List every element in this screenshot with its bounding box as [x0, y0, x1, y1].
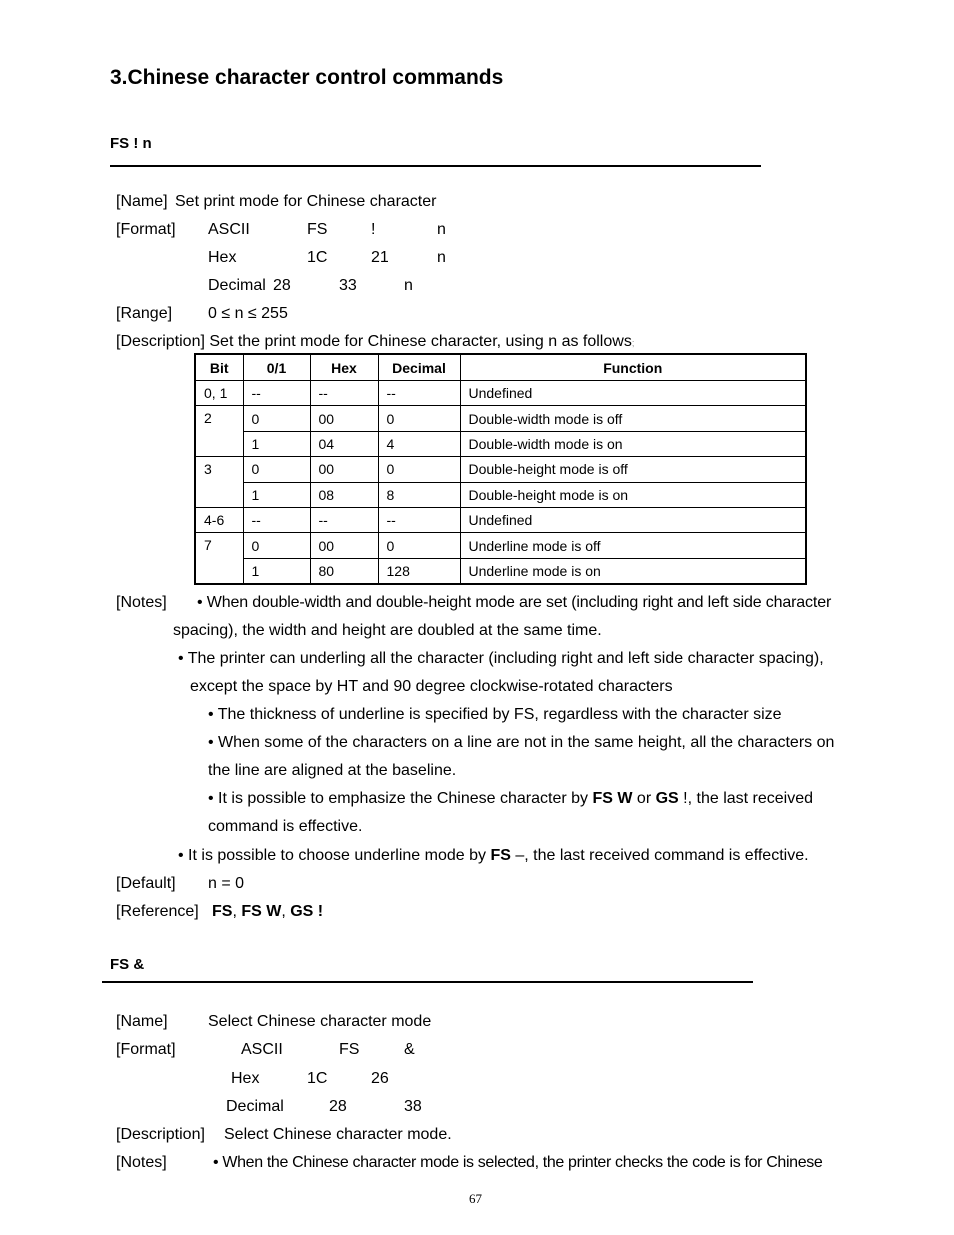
- table-row: [195, 533, 806, 558]
- table-row: [195, 457, 806, 482]
- name-label: [Name]: [116, 193, 168, 210]
- description-tail: ;: [631, 338, 635, 348]
- format-cell: n: [437, 221, 446, 238]
- description-value: Select Chinese character mode.: [224, 1126, 452, 1143]
- table-cell: 4-6: [195, 507, 243, 532]
- format-cell: 1C: [307, 1070, 328, 1087]
- format-cell: !: [371, 221, 376, 238]
- format-cell: ASCII: [241, 1041, 283, 1058]
- note-item: the line are aligned at the baseline.: [208, 762, 457, 779]
- note-item: command is effective.: [208, 818, 363, 835]
- table-row: [195, 482, 806, 507]
- name-label: [Name]: [116, 1013, 168, 1030]
- format-cell: 33: [339, 277, 357, 294]
- table-cell: 0: [378, 533, 460, 558]
- format-cell: FS: [339, 1041, 360, 1058]
- table-cell: 0: [243, 533, 310, 558]
- note-item: • It is possible to emphasize the Chinese character by FS W or GS !, the last received: [208, 790, 814, 807]
- table-cell: 00: [310, 406, 378, 431]
- table-cell: 0, 1: [195, 381, 243, 406]
- note-item: • When the Chinese character mode is selected, the printer checks the code is for Chinese: [213, 1154, 823, 1171]
- table-cell: 0: [378, 406, 460, 431]
- reference-value: FS, FS W, GS !: [212, 903, 324, 920]
- format-cell: ASCII: [208, 221, 250, 238]
- name-value: Select Chinese character mode: [208, 1013, 432, 1030]
- description-text: [Description] Set the print mode for Chinese character, using n as follows;: [116, 333, 635, 350]
- section-heading-fs-n: FS ! n: [110, 135, 152, 152]
- format-cell: 1C: [307, 249, 328, 266]
- format-cell: &: [404, 1041, 415, 1058]
- table-cell: Undefined: [460, 507, 806, 532]
- note-item: • When double-width and double-height mode are set (including right and left side character: [197, 594, 832, 611]
- section-divider: [102, 981, 753, 983]
- table-cell: 08: [310, 482, 378, 507]
- reference-label: [Reference]: [116, 903, 199, 920]
- table-row: [195, 507, 806, 532]
- table-cell: 1: [243, 482, 310, 507]
- note-item: • The thickness of underline is specified by FS, regardless with the character size: [208, 706, 782, 723]
- table-header: Bit: [195, 354, 243, 381]
- table-header: 0/1: [243, 354, 310, 381]
- table-cell: 80: [310, 558, 378, 584]
- page-number: 67: [469, 1191, 482, 1206]
- format-cell: n: [404, 277, 413, 294]
- page-title: 3.Chinese character control commands: [110, 66, 504, 89]
- format-cell: 28: [329, 1098, 347, 1115]
- note-item: • It is possible to choose underline mode by FS –, the last received command is effective.: [178, 847, 809, 864]
- table-cell: Underline mode is on: [460, 558, 806, 584]
- table-cell: 4: [378, 431, 460, 456]
- range-label: [Range]: [116, 305, 173, 322]
- table-row: [195, 431, 806, 456]
- table-cell: 1: [243, 431, 310, 456]
- table-cell: --: [378, 507, 460, 532]
- table-row: [195, 558, 806, 584]
- note-item: • When some of the characters on a line are not in the same height, all the characters on: [208, 734, 835, 751]
- note-item: spacing), the width and height are doubled at the same time.: [173, 622, 602, 639]
- notes-label: [Notes]: [116, 594, 167, 611]
- description-label: [Description]: [116, 1126, 205, 1143]
- default-value: n = 0: [208, 875, 245, 892]
- default-label: [Default]: [116, 875, 176, 892]
- table-cell: 7: [195, 533, 243, 584]
- table-header: Function: [460, 354, 806, 381]
- format-cell: 28: [273, 277, 291, 294]
- format-cell: 26: [371, 1070, 389, 1087]
- table-cell: 8: [378, 482, 460, 507]
- section-divider: [110, 165, 761, 167]
- note-item: except the space by HT and 90 degree clockwise-rotated characters: [190, 678, 673, 695]
- table-row: [195, 381, 806, 406]
- table-cell: Double-height mode is off: [460, 457, 806, 482]
- table-cell: --: [378, 381, 460, 406]
- table-cell: 04: [310, 431, 378, 456]
- format-cell: Decimal: [226, 1098, 284, 1115]
- notes-label: [Notes]: [116, 1154, 167, 1171]
- range-value: 0 ≤ n ≤ 255: [208, 305, 288, 322]
- table-cell: 1: [243, 558, 310, 584]
- format-cell: Hex: [231, 1070, 260, 1087]
- table-row: [195, 406, 806, 431]
- table-cell: 00: [310, 457, 378, 482]
- table-cell: Double-width mode is on: [460, 431, 806, 456]
- table-header: Hex: [310, 354, 378, 381]
- format-cell: FS: [307, 221, 328, 238]
- format-label: [Format]: [116, 1041, 176, 1058]
- table-cell: --: [243, 507, 310, 532]
- table-cell: --: [310, 381, 378, 406]
- format-cell: Decimal: [208, 277, 266, 294]
- table-cell: --: [243, 381, 310, 406]
- table-cell: Double-height mode is on: [460, 482, 806, 507]
- table-cell: --: [310, 507, 378, 532]
- table-cell: 0: [243, 406, 310, 431]
- table-cell: 2: [195, 406, 243, 457]
- table-cell: Double-width mode is off: [460, 406, 806, 431]
- table-cell: Undefined: [460, 381, 806, 406]
- format-label: [Format]: [116, 221, 176, 238]
- table-cell: Underline mode is off: [460, 533, 806, 558]
- table-cell: 0: [378, 457, 460, 482]
- table-header: Decimal: [378, 354, 460, 381]
- table-cell: 00: [310, 533, 378, 558]
- format-cell: Hex: [208, 249, 237, 266]
- table-cell: 0: [243, 457, 310, 482]
- format-cell: 21: [371, 249, 389, 266]
- section-heading-fs-amp: FS &: [110, 956, 145, 973]
- bit-function-table: [194, 353, 807, 585]
- table-cell: 3: [195, 457, 243, 508]
- note-item: • The printer can underling all the character (including right and left side character spacing),: [178, 650, 824, 667]
- format-cell: 38: [404, 1098, 422, 1115]
- name-value: Set print mode for Chinese character: [175, 193, 437, 210]
- format-cell: n: [437, 249, 446, 266]
- table-cell: 128: [378, 558, 460, 584]
- table-header-row: [195, 354, 806, 381]
